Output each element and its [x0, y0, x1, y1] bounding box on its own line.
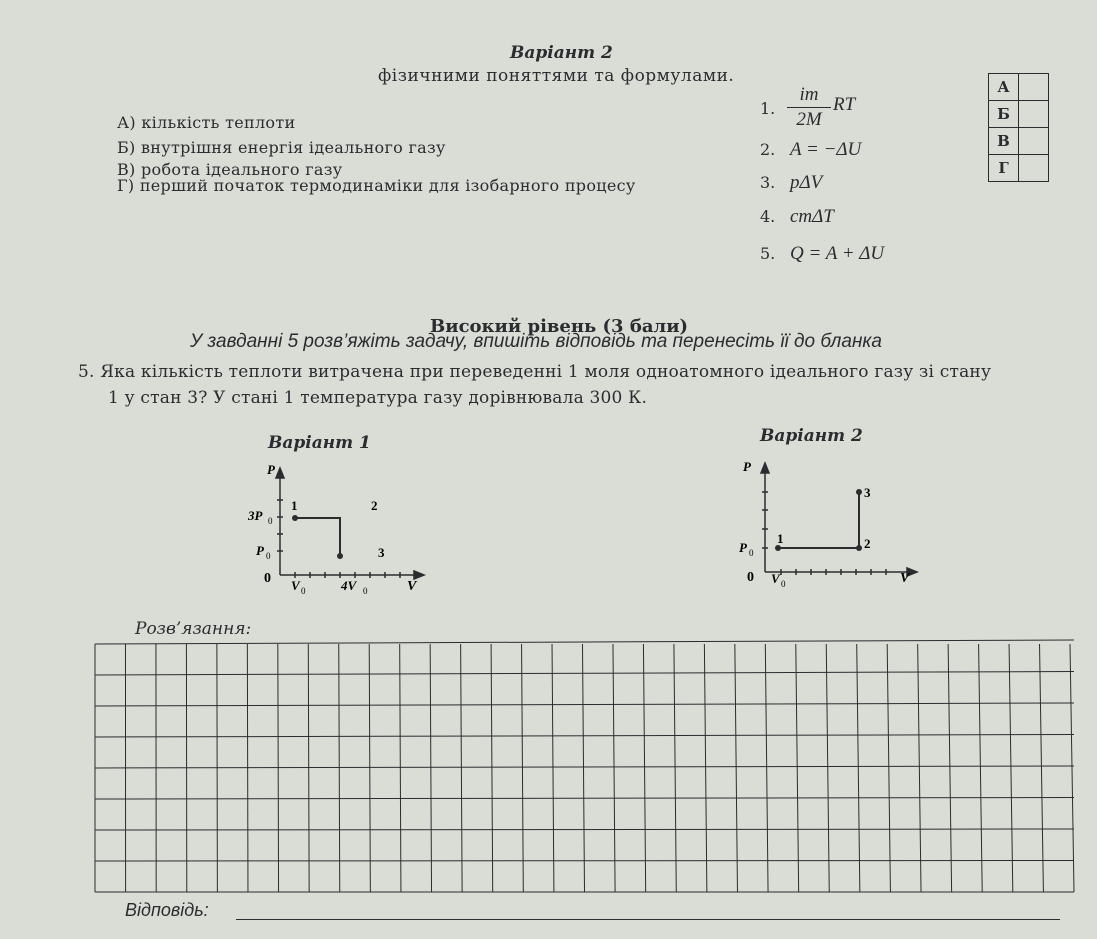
- x-tick-sub: 0: [301, 586, 306, 596]
- right-item-formula: Q = A + ΔU: [790, 243, 885, 264]
- right-item-formula: cmΔT: [790, 206, 834, 227]
- y-axis-label: P: [743, 459, 751, 474]
- point-label-3: 3: [378, 545, 385, 560]
- grid-vertical-line: [887, 644, 890, 892]
- right-item-number: 4.: [760, 207, 776, 226]
- grid-horizontal-line: [95, 798, 1074, 800]
- left-item-a: А) кількість теплоти: [117, 113, 296, 132]
- grid-vertical-line: [583, 644, 585, 892]
- point-label-2: 2: [371, 498, 378, 513]
- left-item-c: В) робота ідеального газу: [117, 160, 343, 179]
- left-item-d: Г) перший початок термодинаміки для ізобарного процесу: [117, 176, 636, 195]
- grid-vertical-line: [400, 644, 401, 892]
- point-label-3: 3: [864, 485, 871, 500]
- grid-vertical-line: [643, 644, 645, 892]
- left-item-b: Б) внутрішня енергія ідеального газу: [117, 138, 446, 157]
- grid-horizontal-line: [95, 703, 1074, 706]
- variant2-label: Варіант 2: [760, 426, 863, 446]
- grid-vertical-line: [1070, 644, 1074, 892]
- formula-tail: RT: [833, 94, 856, 115]
- point-label-2: 2: [864, 536, 871, 551]
- answer-row-label: В: [989, 128, 1019, 155]
- x-tick-sub: 0: [781, 579, 786, 589]
- task-instruction: У завданні 5 розв’яжіть задачу, впишіть відповідь та перенесіть її до бланка: [190, 331, 882, 352]
- grid-vertical-line: [461, 644, 463, 892]
- origin-label: 0: [747, 570, 754, 585]
- answer-row-label: Б: [989, 101, 1019, 128]
- task-intro: фізичними поняттями та формулами.: [378, 66, 735, 86]
- grid-vertical-line: [369, 644, 370, 892]
- point-label-1: 1: [777, 531, 784, 546]
- grid-vertical-line: [491, 644, 493, 892]
- grid-vertical-line: [522, 644, 524, 892]
- right-item-number: 2.: [760, 140, 776, 159]
- y-tick-p0: P: [739, 540, 747, 555]
- grid-horizontal-line: [95, 735, 1074, 738]
- grid-vertical-line: [430, 644, 431, 892]
- y-tick-sub: 0: [266, 551, 271, 561]
- grid-horizontal-line: [95, 829, 1074, 830]
- grid-vertical-line: [552, 644, 554, 892]
- point-label-1: 1: [291, 498, 298, 513]
- x-axis-label: V: [407, 579, 417, 594]
- right-item-number: 1.: [760, 99, 776, 118]
- question-line-1: 5. Яка кількість теплоти витрачена при переведенні 1 моля одноатомного ідеального газу зі стану: [78, 362, 992, 382]
- grid-vertical-line: [765, 644, 768, 892]
- y-tick-sub: 0: [268, 516, 273, 526]
- right-item-formula: A = −ΔU: [790, 139, 862, 160]
- y-tick-sub: 0: [749, 548, 754, 558]
- grid-vertical-line: [948, 644, 952, 892]
- grid-horizontal-line: [95, 672, 1074, 676]
- grid-vertical-line: [1009, 644, 1013, 892]
- y-axis-label: P: [267, 462, 275, 477]
- x-tick-sub: 0: [363, 586, 368, 596]
- grid-vertical-line: [918, 644, 921, 892]
- grid-horizontal-line: [95, 766, 1074, 768]
- grid-vertical-line: [826, 644, 829, 892]
- grid-vertical-line: [796, 644, 799, 892]
- right-item-number: 3.: [760, 173, 776, 192]
- origin-label: 0: [264, 571, 271, 586]
- right-item-formula: pΔV: [790, 172, 823, 193]
- grid-vertical-line: [613, 644, 615, 892]
- variant1-label: Варіант 1: [268, 433, 371, 453]
- grid-vertical-line: [979, 644, 983, 892]
- grid-vertical-line: [857, 644, 860, 892]
- y-tick-3p0: 3P: [248, 508, 263, 523]
- variant-title: Варіант 2: [510, 43, 613, 63]
- x-tick-v0: V: [771, 571, 780, 586]
- x-axis-label: V: [900, 571, 910, 586]
- answer-label: Відповідь:: [125, 900, 209, 920]
- solution-label: Розв’язання:: [135, 619, 252, 639]
- grid-horizontal-line: [95, 861, 1074, 862]
- answer-row-label: А: [989, 74, 1019, 101]
- grid-vertical-line: [735, 644, 738, 892]
- fraction-numerator: im: [787, 83, 831, 108]
- answer-input-line[interactable]: [236, 919, 1060, 920]
- fraction-denominator: 2M: [796, 109, 822, 130]
- x-tick-v0: V: [291, 578, 300, 593]
- right-item-number: 5.: [760, 244, 776, 263]
- grid-vertical-line: [1040, 644, 1044, 892]
- grid-vertical-line: [674, 644, 676, 892]
- section-heading: Високий рівень (3 бали): [430, 316, 689, 337]
- question-line-2: 1 у стан 3? У стані 1 температура газу дорівнювала 300 К.: [108, 388, 648, 408]
- grid-horizontal-line: [95, 640, 1074, 644]
- y-tick-p0: P: [256, 543, 264, 558]
- answer-row-label: Г: [989, 155, 1019, 182]
- grid-vertical-line: [704, 644, 707, 892]
- x-tick-4v0: 4V: [341, 578, 357, 593]
